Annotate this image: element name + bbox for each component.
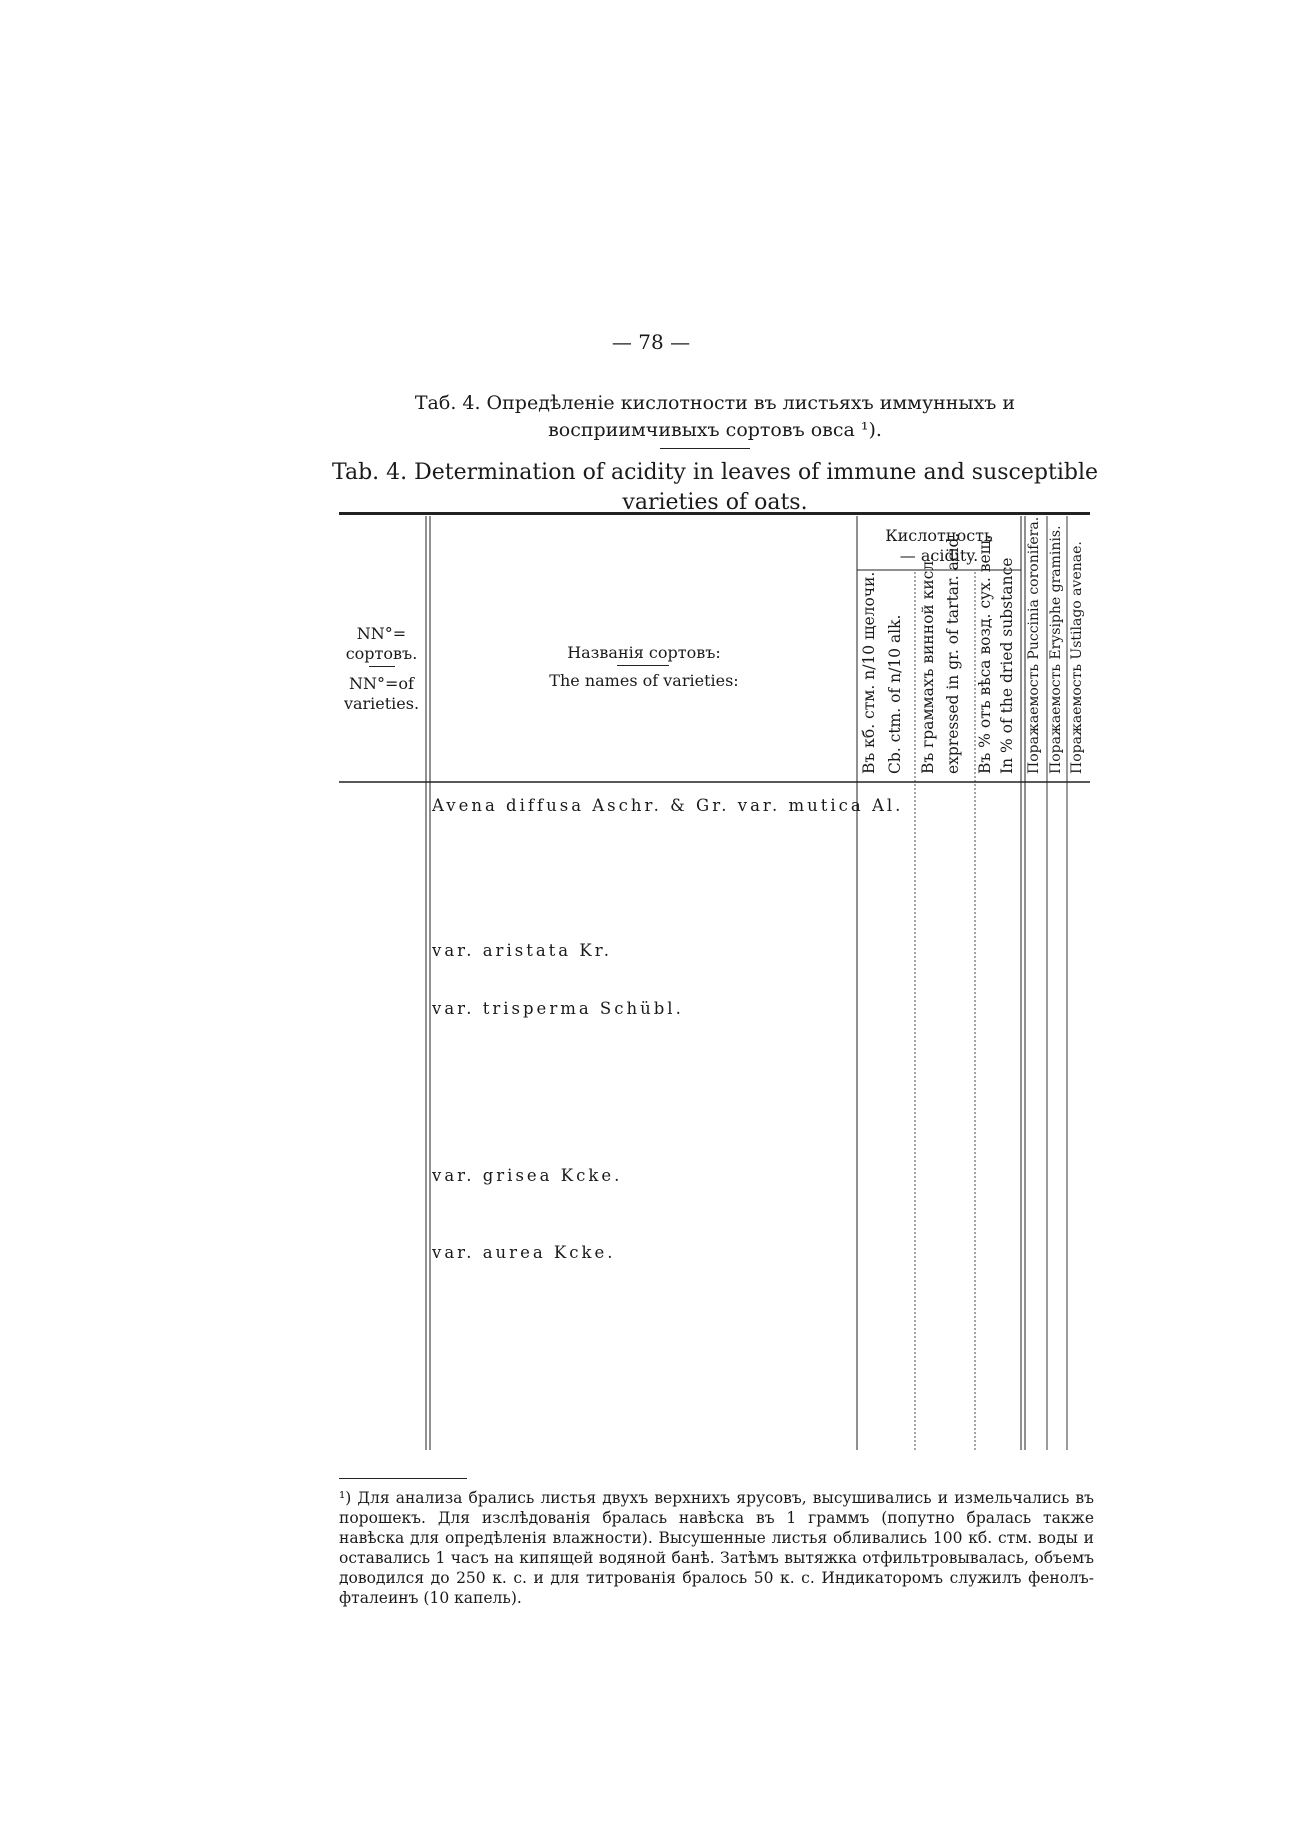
header-names-ru: Названія сортовъ: <box>567 643 721 662</box>
header-v1-en: Cb. ctm. of n/10 alk. <box>886 614 904 774</box>
header-v2-en: expressed in gr. of tartar. acid. <box>944 532 962 774</box>
table-caption-english: Tab. 4. Determination of acidity in leaves of immune and susceptible varieties of oats. <box>331 460 1098 515</box>
variety-group-title: var. aristata Kr. <box>432 940 613 960</box>
header-r3: Поражаемость Ustilago avenae. <box>1069 541 1085 774</box>
header-v2-ru: Въ граммахъ винной кисл. <box>919 555 937 774</box>
variety-group-title: var. trisperma Schübl. <box>432 998 684 1018</box>
footnote-rule <box>339 1478 467 1479</box>
table-caption-russian: Таб. 4. Опредѣленіе кислотности въ листьяхъ иммунныхъ и восприимчивыхъ сортовъ овса ¹). <box>414 392 1016 441</box>
header-names-divider <box>617 665 669 666</box>
header-v3-ru: Въ % отъ вѣса возд. сух. вещ. <box>976 535 994 774</box>
header-v1-ru: Въ кб. стм. n/10 щелочи. <box>860 571 878 774</box>
variety-group-title: var. grisea Kcke. <box>432 1166 623 1186</box>
header-number-divider <box>369 666 395 667</box>
variety-group-title: var. aurea Kcke. <box>432 1242 616 1262</box>
header-r1: Поражаемость Puccinia coronifera. <box>1026 516 1042 774</box>
acidity-table <box>339 512 1090 1450</box>
footnote: ¹) Для анализа брались листья двухъ верхнихъ ярусовъ, высушивались и измельчались въ порошекъ. Для изслѣдованія бралась навѣска въ 1 граммъ (попутно бралась также навѣска для опредѣленія влажности). Высушенные листья обливались 100 кб. стм. воды и оставались 1 часъ на кипящей водяной банѣ. Затѣмъ вытяжка отфильтровывалась, объемъ доводился до 250 к. с. и для титрованія бралось 50 к. с. Индикаторомъ служилъ фенолъ-фталеинъ (10 капель). <box>339 1489 1094 1607</box>
header-r2: Поражаемость Erysiphe graminis. <box>1048 525 1064 774</box>
variety-group-title: Avena diffusa Aschr. & Gr. var. mutica Al. <box>432 796 904 815</box>
header-number-ru: NN°= сортовъ. <box>345 624 418 663</box>
caption-divider <box>660 448 750 449</box>
header-acidity: Кислотность— acidity. <box>885 526 993 565</box>
header-number-en: NN°=of varieties. <box>343 674 420 713</box>
header-v3-en: In % of the dried substance <box>998 557 1016 774</box>
page-number: — 78 — <box>611 330 691 354</box>
header-names-en: The names of varieties: <box>549 671 739 690</box>
